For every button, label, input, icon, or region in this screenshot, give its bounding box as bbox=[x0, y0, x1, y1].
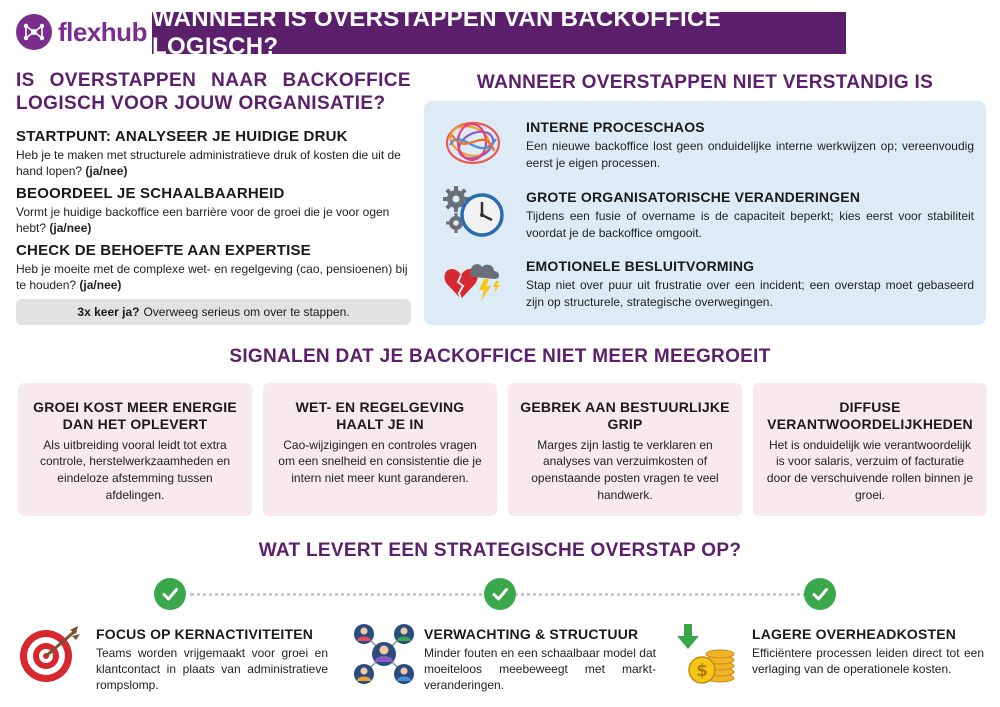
check-icon bbox=[154, 578, 186, 610]
signal-card bbox=[508, 383, 742, 516]
step-title: BEOORDEEL JE SCHAALBAARHEID bbox=[16, 185, 285, 202]
card-title: WET- EN REGELGEVING HAALT JE IN bbox=[295, 399, 465, 432]
step-text: Heb je moeite met de complexe wet- en regelgeving (cao, pensioenen) bij te houden? (ja/nee) bbox=[16, 262, 408, 293]
step-schaalbaarheid bbox=[16, 185, 416, 236]
benefit-title: FOCUS OP KERNACTIVITEITEN bbox=[96, 626, 314, 642]
step-analyse bbox=[16, 128, 416, 179]
warning-panel bbox=[424, 101, 986, 325]
signal-card bbox=[753, 383, 987, 516]
check-icon bbox=[804, 578, 836, 610]
step-text: Heb je te maken met structurele administratieve druk of kosten die uit de hand lopen? (ja/nee) bbox=[16, 148, 401, 179]
card-text: Cao-wijzigingen en controles vragen om een snelheid en consistentie die je intern niet meer kunt garanderen. bbox=[278, 437, 482, 486]
brand-name: flexhub bbox=[58, 16, 147, 47]
broken-heart-storm-icon bbox=[440, 255, 506, 311]
risk-text: Een nieuwe backoffice lost geen onduidelijke interne werkwijzen op; vereenvoudig eerst je eigen processen. bbox=[526, 139, 974, 170]
risk-proceschaos bbox=[526, 119, 974, 172]
answer-label: (ja/nee) bbox=[79, 278, 122, 293]
card-text: Het is onduidelijk wie verantwoordelijk is voor salaris, verzuim of facturatie door de verschuivende rollen binnen je groei. bbox=[766, 437, 974, 502]
card-title: DIFFUSE VERANTWOORDELIJKHEDEN bbox=[767, 399, 973, 432]
risk-veranderingen bbox=[526, 189, 974, 242]
team-network-icon bbox=[352, 622, 416, 686]
title-banner bbox=[152, 5, 846, 60]
risk-title: INTERNE PROCESCHAOS bbox=[526, 119, 705, 135]
benefit-text: Minder fouten en een schaalbaar model dat moeiteloos meebeweegt met markt-veranderingen. bbox=[424, 646, 656, 693]
brand-logo bbox=[16, 14, 147, 50]
step-title: STARTPUNT: ANALYSEER JE HUIDIGE DRUK bbox=[16, 128, 348, 145]
benefit-title: LAGERE OVERHEADKOSTEN bbox=[752, 626, 957, 642]
signals-heading: SIGNALEN DAT JE BACKOFFICE NIET MEER MEEGROEIT bbox=[229, 346, 771, 367]
benefit-kosten bbox=[752, 626, 984, 677]
benefit-text: Teams worden vrijgemaakt voor groei en klantcontact in plaats van administratieve rompslomp. bbox=[96, 646, 328, 693]
check-icon bbox=[484, 578, 516, 610]
benefit-focus bbox=[96, 626, 328, 694]
benefit-text: Efficiëntere processen leiden direct tot een verlaging van de operationele kosten. bbox=[752, 646, 984, 677]
network-logo-icon bbox=[16, 14, 52, 50]
risk-text: Tijdens een fusie of overname is de capaciteit beperkt; kies eerst voor stabiliteit voordat je de backoffice omgooit. bbox=[526, 209, 974, 240]
card-title: GEBREK AAN BESTUURLIJKE GRIP bbox=[520, 399, 730, 432]
page-title: WANNEER IS OVERSTAPPEN VAN BACKOFFICE LOGISCH? bbox=[152, 5, 721, 60]
callout-box bbox=[16, 299, 411, 325]
card-text: Als uitbreiding vooral leidt tot extra controle, herstelwerkzaamheden en eindeloze afstemming tussen afdelingen. bbox=[39, 437, 231, 502]
step-title: CHECK DE BEHOEFTE AAN EXPERTISE bbox=[16, 242, 311, 259]
signal-card bbox=[18, 383, 252, 516]
right-heading: WANNEER OVERSTAPPEN NIET VERSTANDIG IS bbox=[476, 72, 934, 93]
answer-label: (ja/nee) bbox=[49, 221, 92, 236]
risk-title: GROTE ORGANISATORISCHE VERANDERINGEN bbox=[526, 189, 861, 205]
signal-card bbox=[263, 383, 497, 516]
gears-clock-icon bbox=[440, 185, 506, 241]
benefit-structuur bbox=[424, 626, 656, 694]
target-icon bbox=[18, 622, 82, 686]
callout-text: Overweeg serieus om over te stappen. bbox=[143, 305, 350, 319]
left-heading: IS OVERSTAPPEN NAAR BACKOFFICE LOGISCH VOOR JOUW ORGANISATIE? bbox=[16, 70, 411, 114]
answer-label: (ja/nee) bbox=[85, 164, 128, 179]
step-expertise bbox=[16, 242, 416, 293]
benefit-title: VERWACHTING & STRUCTUUR bbox=[424, 626, 639, 642]
risk-title: EMOTIONELE BESLUITVORMING bbox=[526, 258, 755, 274]
risk-emotioneel bbox=[526, 258, 974, 311]
coins-down-icon bbox=[674, 622, 738, 686]
callout-bold: 3x keer ja? bbox=[77, 305, 140, 319]
step-text: Vormt je huidige backoffice een barrière voor de groei die je voor ogen hebt? (ja/nee) bbox=[16, 205, 390, 236]
results-heading: WAT LEVERT EEN STRATEGISCHE OVERSTAP OP? bbox=[258, 540, 742, 561]
card-text: Marges zijn lastig te verklaren en analyses van verzuimkosten of openstaande posten vragen te veel handwerk. bbox=[531, 437, 719, 502]
tangled-yarn-icon bbox=[440, 115, 506, 171]
card-title: GROEI KOST MEER ENERGIE DAN HET OPLEVERT bbox=[33, 399, 237, 432]
svg-text:$: $ bbox=[696, 661, 708, 681]
risk-text: Stap niet over puur uit frustratie over een incident; een overstap moet gebaseerd zijn op structurele, strategische overwegingen. bbox=[526, 278, 974, 309]
